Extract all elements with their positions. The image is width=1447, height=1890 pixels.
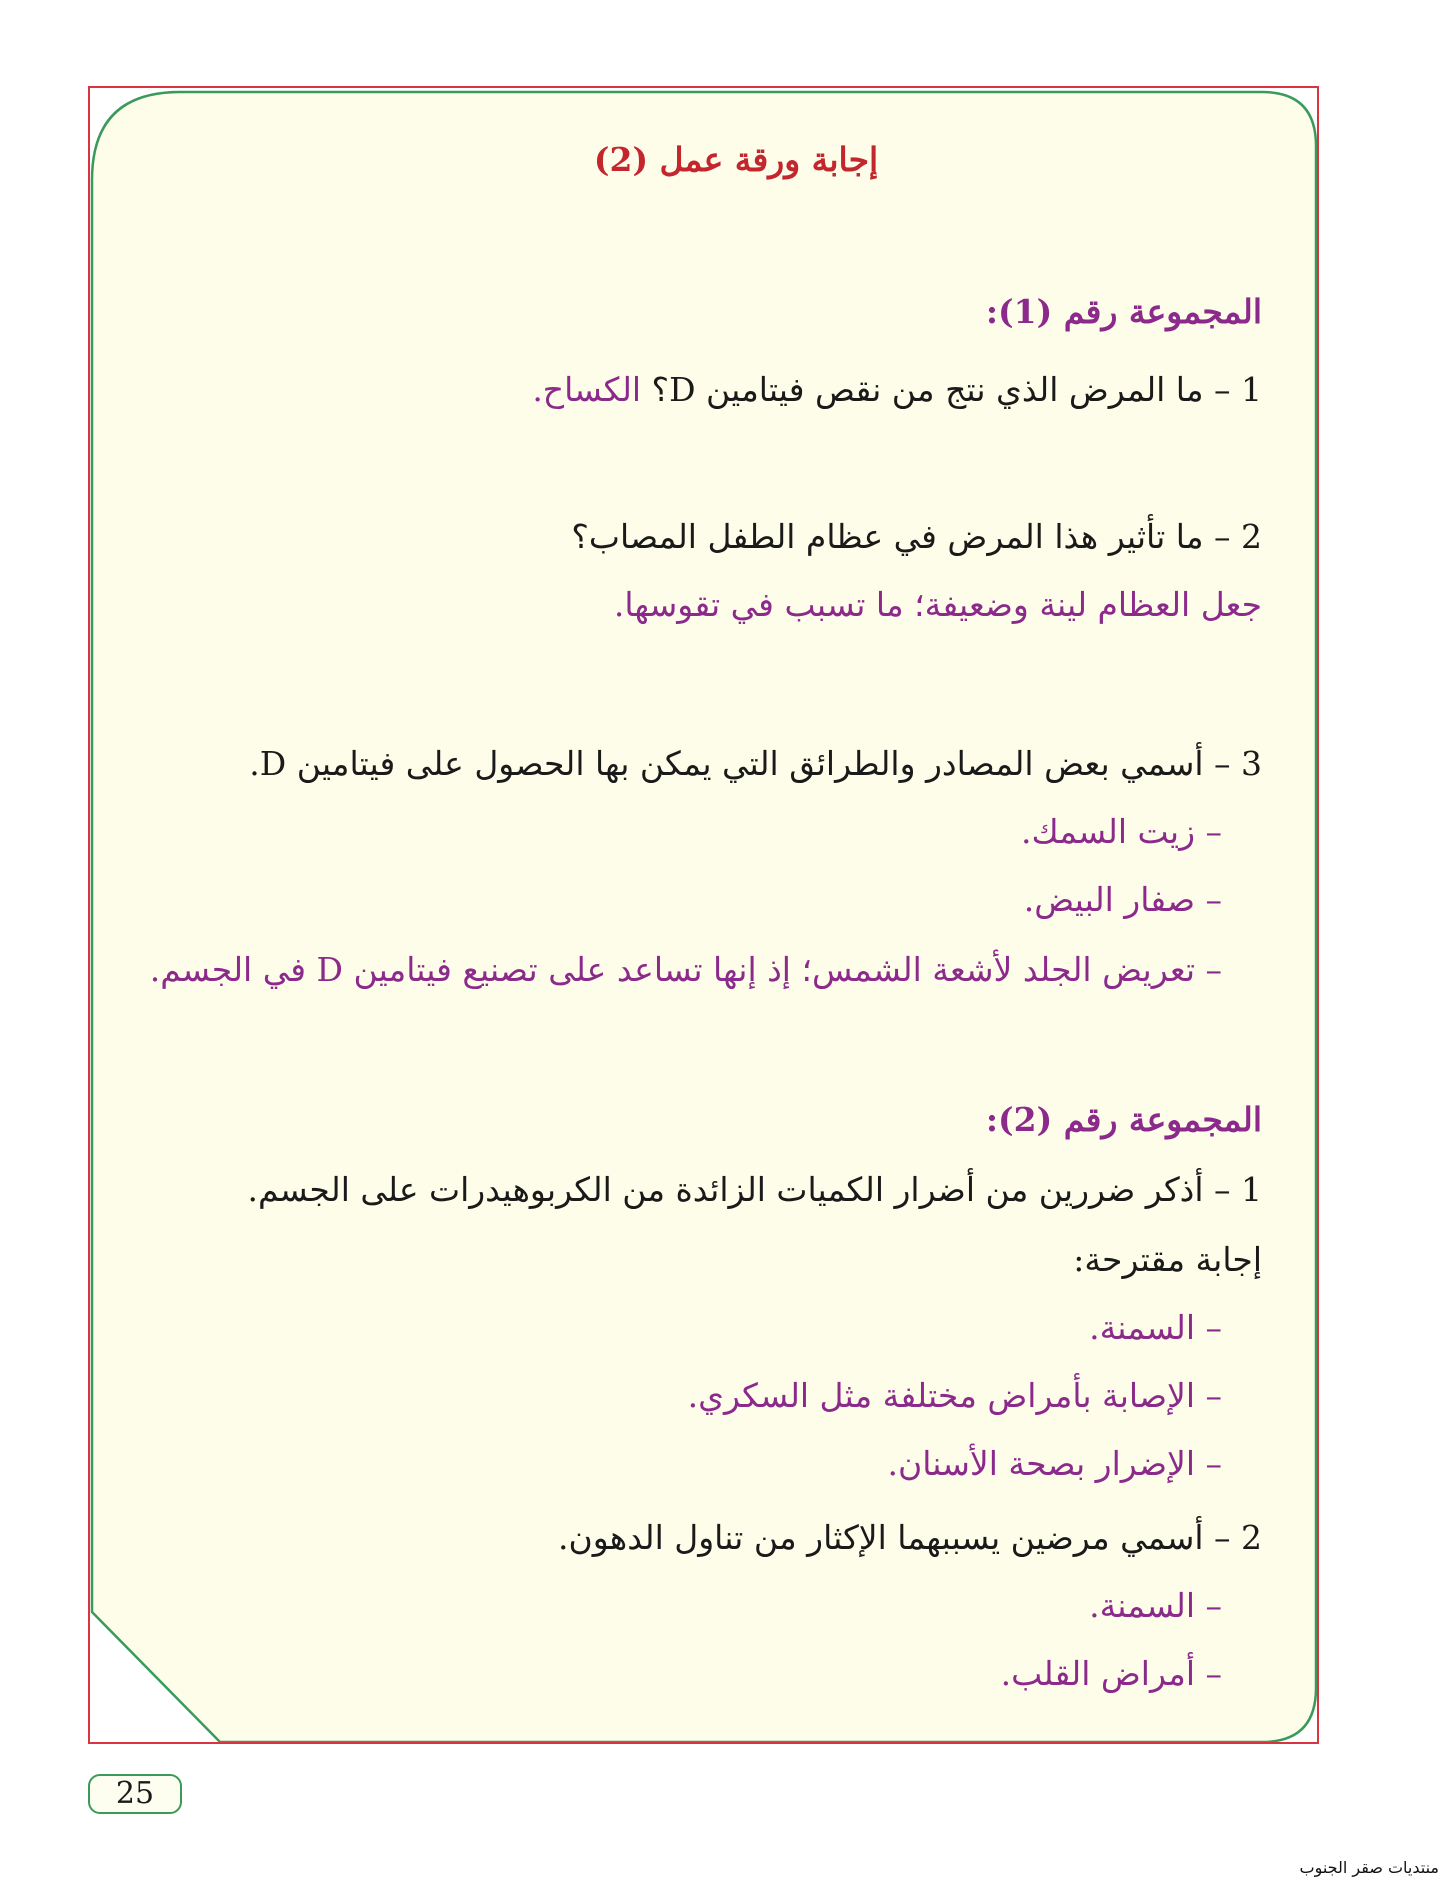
group1-q3-answer: – زيت السمك. xyxy=(1020,812,1222,851)
group2-q1-answer: – الإضرار بصحة الأسنان. xyxy=(887,1444,1222,1483)
group2-q2-question: 2 – أسمي مرضين يسببهما الإكثار من تناول الدهون. xyxy=(558,1518,1262,1557)
group1-q3-question: 3 – أسمي بعض المصادر والطرائق التي يمكن بها الحصول على فيتامين D. xyxy=(249,744,1262,783)
group2-q2-answer: – السمنة. xyxy=(1089,1586,1222,1625)
group1-q1 xyxy=(532,368,1262,412)
group1-q3-answer: – صفار البيض. xyxy=(1023,880,1222,919)
page-number: 25 xyxy=(88,1774,182,1814)
group2-q2-answer: – أمراض القلب. xyxy=(1000,1654,1222,1693)
group2-q1-intro: إجابة مقترحة: xyxy=(1073,1240,1262,1279)
group2-q1-answer: – الإصابة بأمراض مختلفة مثل السكري. xyxy=(687,1376,1222,1415)
group1-q2-question: 2 – ما تأثير هذا المرض في عظام الطفل المصاب؟ xyxy=(571,517,1262,556)
group2-q1-question: 1 – أذكر ضررين من أضرار الكميات الزائدة من الكربوهيدرات على الجسم. xyxy=(247,1170,1262,1209)
group1-q1-answer: الكساح. xyxy=(532,370,652,409)
group1-q1-question: 1 – ما المرض الذي نتج من نقص فيتامين D؟ xyxy=(651,370,1262,409)
group1-q2-answer: جعل العظام لينة وضعيفة؛ ما تسبب في تقوسها. xyxy=(613,585,1262,624)
forum-watermark: منتديات صقر الجنوب xyxy=(1299,1858,1439,1877)
group1-q3-answer: – تعريض الجلد لأشعة الشمس؛ إذ إنها تساعد على تصنيع فيتامين D في الجسم. xyxy=(149,950,1222,989)
page-title: إجابة ورقة عمل (2) xyxy=(593,140,879,179)
group1-heading: المجموعة رقم (1): xyxy=(985,292,1262,331)
group2-heading: المجموعة رقم (2): xyxy=(985,1100,1262,1139)
group2-q1-answer: – السمنة. xyxy=(1089,1308,1222,1347)
